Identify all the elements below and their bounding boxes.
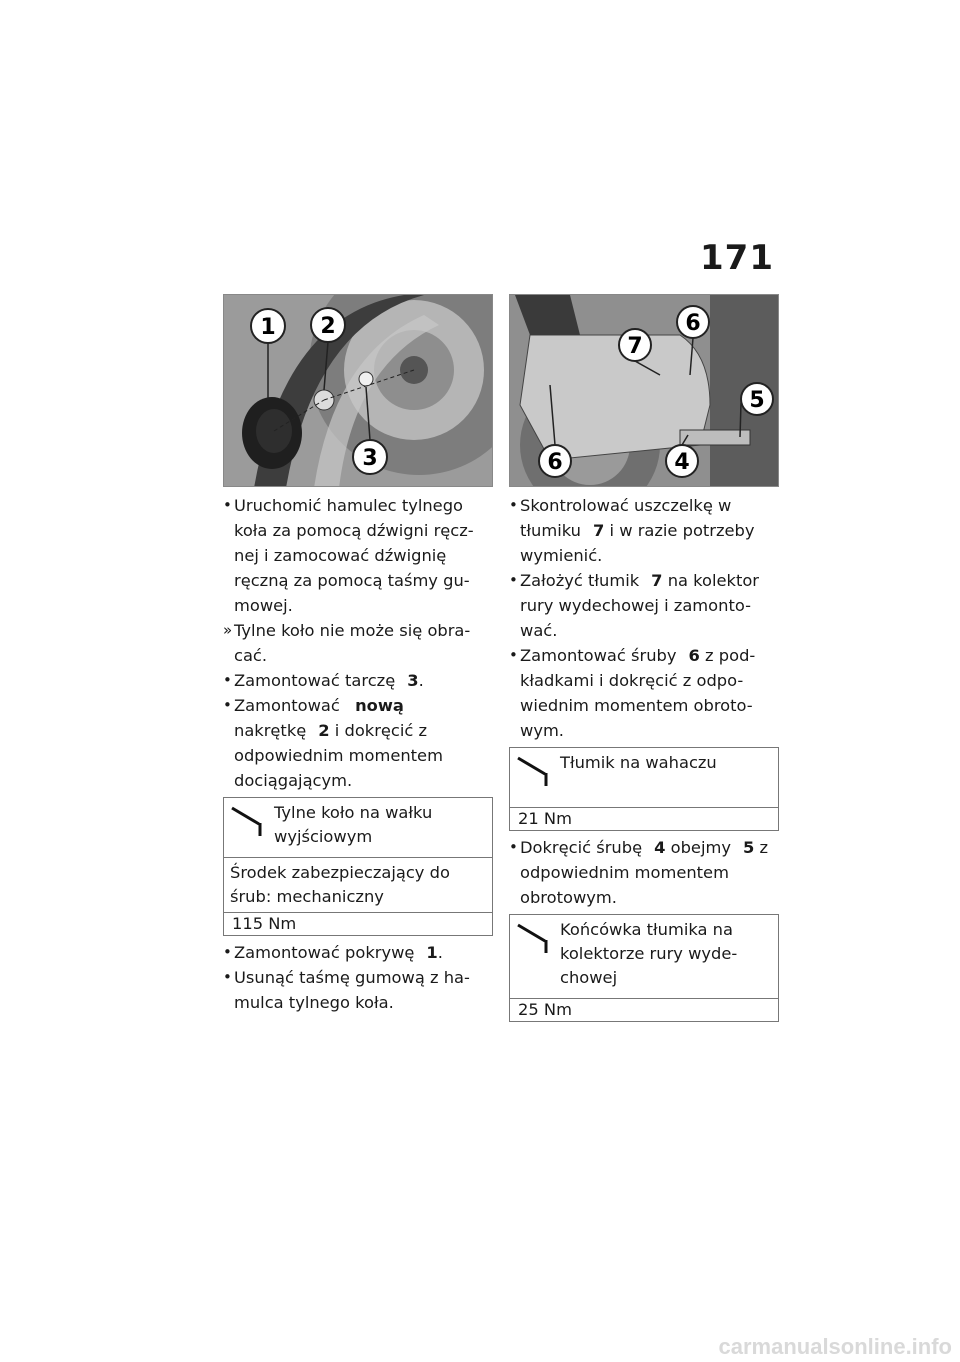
torque-spec-wheel <box>223 797 493 936</box>
torque-spec-muffler-swingarm <box>509 747 779 831</box>
footer-watermark: carmanualsonline.info <box>718 1334 952 1359</box>
spec-title: Tylne koło na wałku wyjściowym <box>274 803 433 846</box>
spec-subtitle: Środek zabezpieczający do śrub: mechaniczny <box>224 857 492 912</box>
callout-6-bottom: 6 <box>547 450 563 475</box>
rear-wheel-figure <box>223 294 493 487</box>
callout-6-top: 6 <box>685 311 701 336</box>
spec-title: Końcówka tłumika na kolektorze rury wyde-chowej <box>560 920 738 987</box>
step-tighten-clamp: • Dokręcić śrubę 4 obejmy 5 z odpowiednim momentem obrotowym. <box>509 838 769 907</box>
callout-2: 2 <box>320 314 336 339</box>
right-column <box>509 294 779 1026</box>
callout-7: 7 <box>627 334 643 359</box>
callout-3: 3 <box>362 446 378 471</box>
step-cover: • Zamontować pokrywę 1. <box>223 943 443 962</box>
muffler-figure <box>509 294 779 487</box>
muffler-illustration <box>510 295 779 487</box>
step-tape: • Usunąć taśmę gumową z ha-mulca tylnego koła. <box>223 968 470 1012</box>
step-install-muffler: • Założyć tłumik 7 na kolektor rury wydechowej i zamonto-wać. <box>509 571 759 640</box>
step-nut: • Zamontować nową nakrętkę 2 i dokręcić z odpowiednim momentem dociągającym. <box>223 696 443 790</box>
left-column <box>223 294 493 1015</box>
spec-value: 25 Nm <box>510 998 778 1021</box>
torque-spec-muffler-end <box>509 914 779 1022</box>
callout-4: 4 <box>674 450 690 475</box>
callout-5: 5 <box>749 388 765 413</box>
callout-1: 1 <box>260 315 276 340</box>
right-steps <box>509 493 779 1022</box>
torque-wrench-icon <box>515 921 555 955</box>
step-check-seal: • Skontrolować uszczelkę w tłumiku 7 i w razie potrzeby wymienić. <box>509 496 755 565</box>
left-steps <box>223 493 493 1015</box>
step-disc: • Zamontować tarczę 3. <box>223 671 424 690</box>
spec-value: 115 Nm <box>224 912 492 935</box>
page-number: 171 <box>700 238 774 278</box>
spec-title: Tłumik na wahaczu <box>560 753 717 772</box>
spec-value: 21 Nm <box>510 807 778 830</box>
result-wheel: » Tylne koło nie może się obra-cać. <box>223 621 471 665</box>
torque-wrench-icon <box>229 804 269 838</box>
step-brake: • Uruchomić hamulec tylnego koła za pomocą dźwigni ręcz-nej i zamocować dźwignię ręczną za pomocą taśmy gu-mowej. <box>223 496 474 615</box>
torque-wrench-icon <box>515 754 555 788</box>
step-install-screws: • Zamontować śruby 6 z pod-kładkami i dokręcić z odpo-wiednim momentem obroto-wym. <box>509 646 756 740</box>
rear-wheel-illustration <box>224 295 493 487</box>
